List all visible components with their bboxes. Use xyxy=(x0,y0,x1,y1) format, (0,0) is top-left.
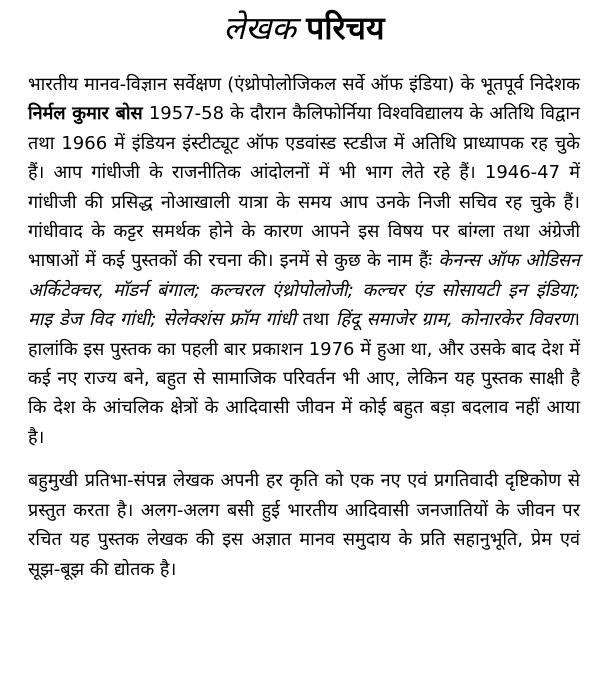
works-list-bengali: हिंदू समाजेर ग्राम, कोनारकेर विवरण xyxy=(335,309,574,331)
works-list: केनन्स ऑफ ओडिसन अर्किटेक्चर, मॉडर्न बंगाल; कल्चरल एंथ्रोपोलोजी; कल्चर एंड सोसायटी इन इंडिया; माइ डेज विद गांधी; सेलेक्शंस फ्रॉम गांधी xyxy=(28,250,580,331)
bio-text-career: 1957-58 के दौरान कैलिफोर्निया विश्वविद्यालय के अतिथि विद्वान तथा 1966 में इंडियन इंस्टीट्यूट ऑफ एडवांस्ड स्टडीज में अतिथि प्राध्यापक रह चुके हैं। आप गांधीजी के राजनीतिक आंदोलनों में भी भाग लेते रहे हैं। 1946-47 में गांधीजी की प्रसिद्ध नोआखाली यात्रा के समय आप उनके निजी सचिव रह चुके हैं। गांधीवाद के कट्टर समर्थक होने के कारण आपने इस विषय पर बांग्ला तथा अंग्रेजी भाषाओं में कई पुस्तकों की रचना की। इनमें से कुछ के नाम हैंः xyxy=(28,103,581,272)
page-title xyxy=(28,6,580,50)
author-name: निर्मल कुमार बोस xyxy=(28,103,143,125)
works-conjunction: तथा xyxy=(295,309,336,331)
title-word-introduction: परिचय xyxy=(306,9,385,47)
page xyxy=(28,6,580,584)
bio-text-intro: भारतीय मानव-विज्ञान सर्वेक्षण (एंथ्रोपोलोजिकल सर्वे ऑफ इंडिया) के भूतपूर्व निदेशक xyxy=(28,74,580,95)
paragraph-book-summary: बहुमुखी प्रतिभा-संपन्न लेखक अपनी हर कृति को एक नए एवं प्रगतिवादी दृष्टिकोण से प्रस्तुत करता है। अलग-अलग बसी हुई भारतीय आदिवासी जनजातियों के जीवन पर रचित यह पुस्तक लेखक की इस अज्ञात मानव समुदाय के प्रति सहानुभूति, प्रेम एवं सूझ-बूझ की द्योतक है। xyxy=(28,470,580,580)
paragraph-author-biography xyxy=(28,70,580,452)
title-word-author: लेखक xyxy=(223,9,296,47)
bio-text-publication: । हालांकि इस पुस्तक का पहली बार प्रकाशन 1976 में हुआ था, और उसके बाद देश में कई नए राज्य बने, बहुत से सामाजिक परिवर्तन भी आए, लेकिन यह पुस्तक साक्षी है कि देश के आंचलिक क्षेत्रों के आदिवासी जीवन में कोई बहुत बड़ा बदलाव नहीं आया है। xyxy=(28,309,580,448)
